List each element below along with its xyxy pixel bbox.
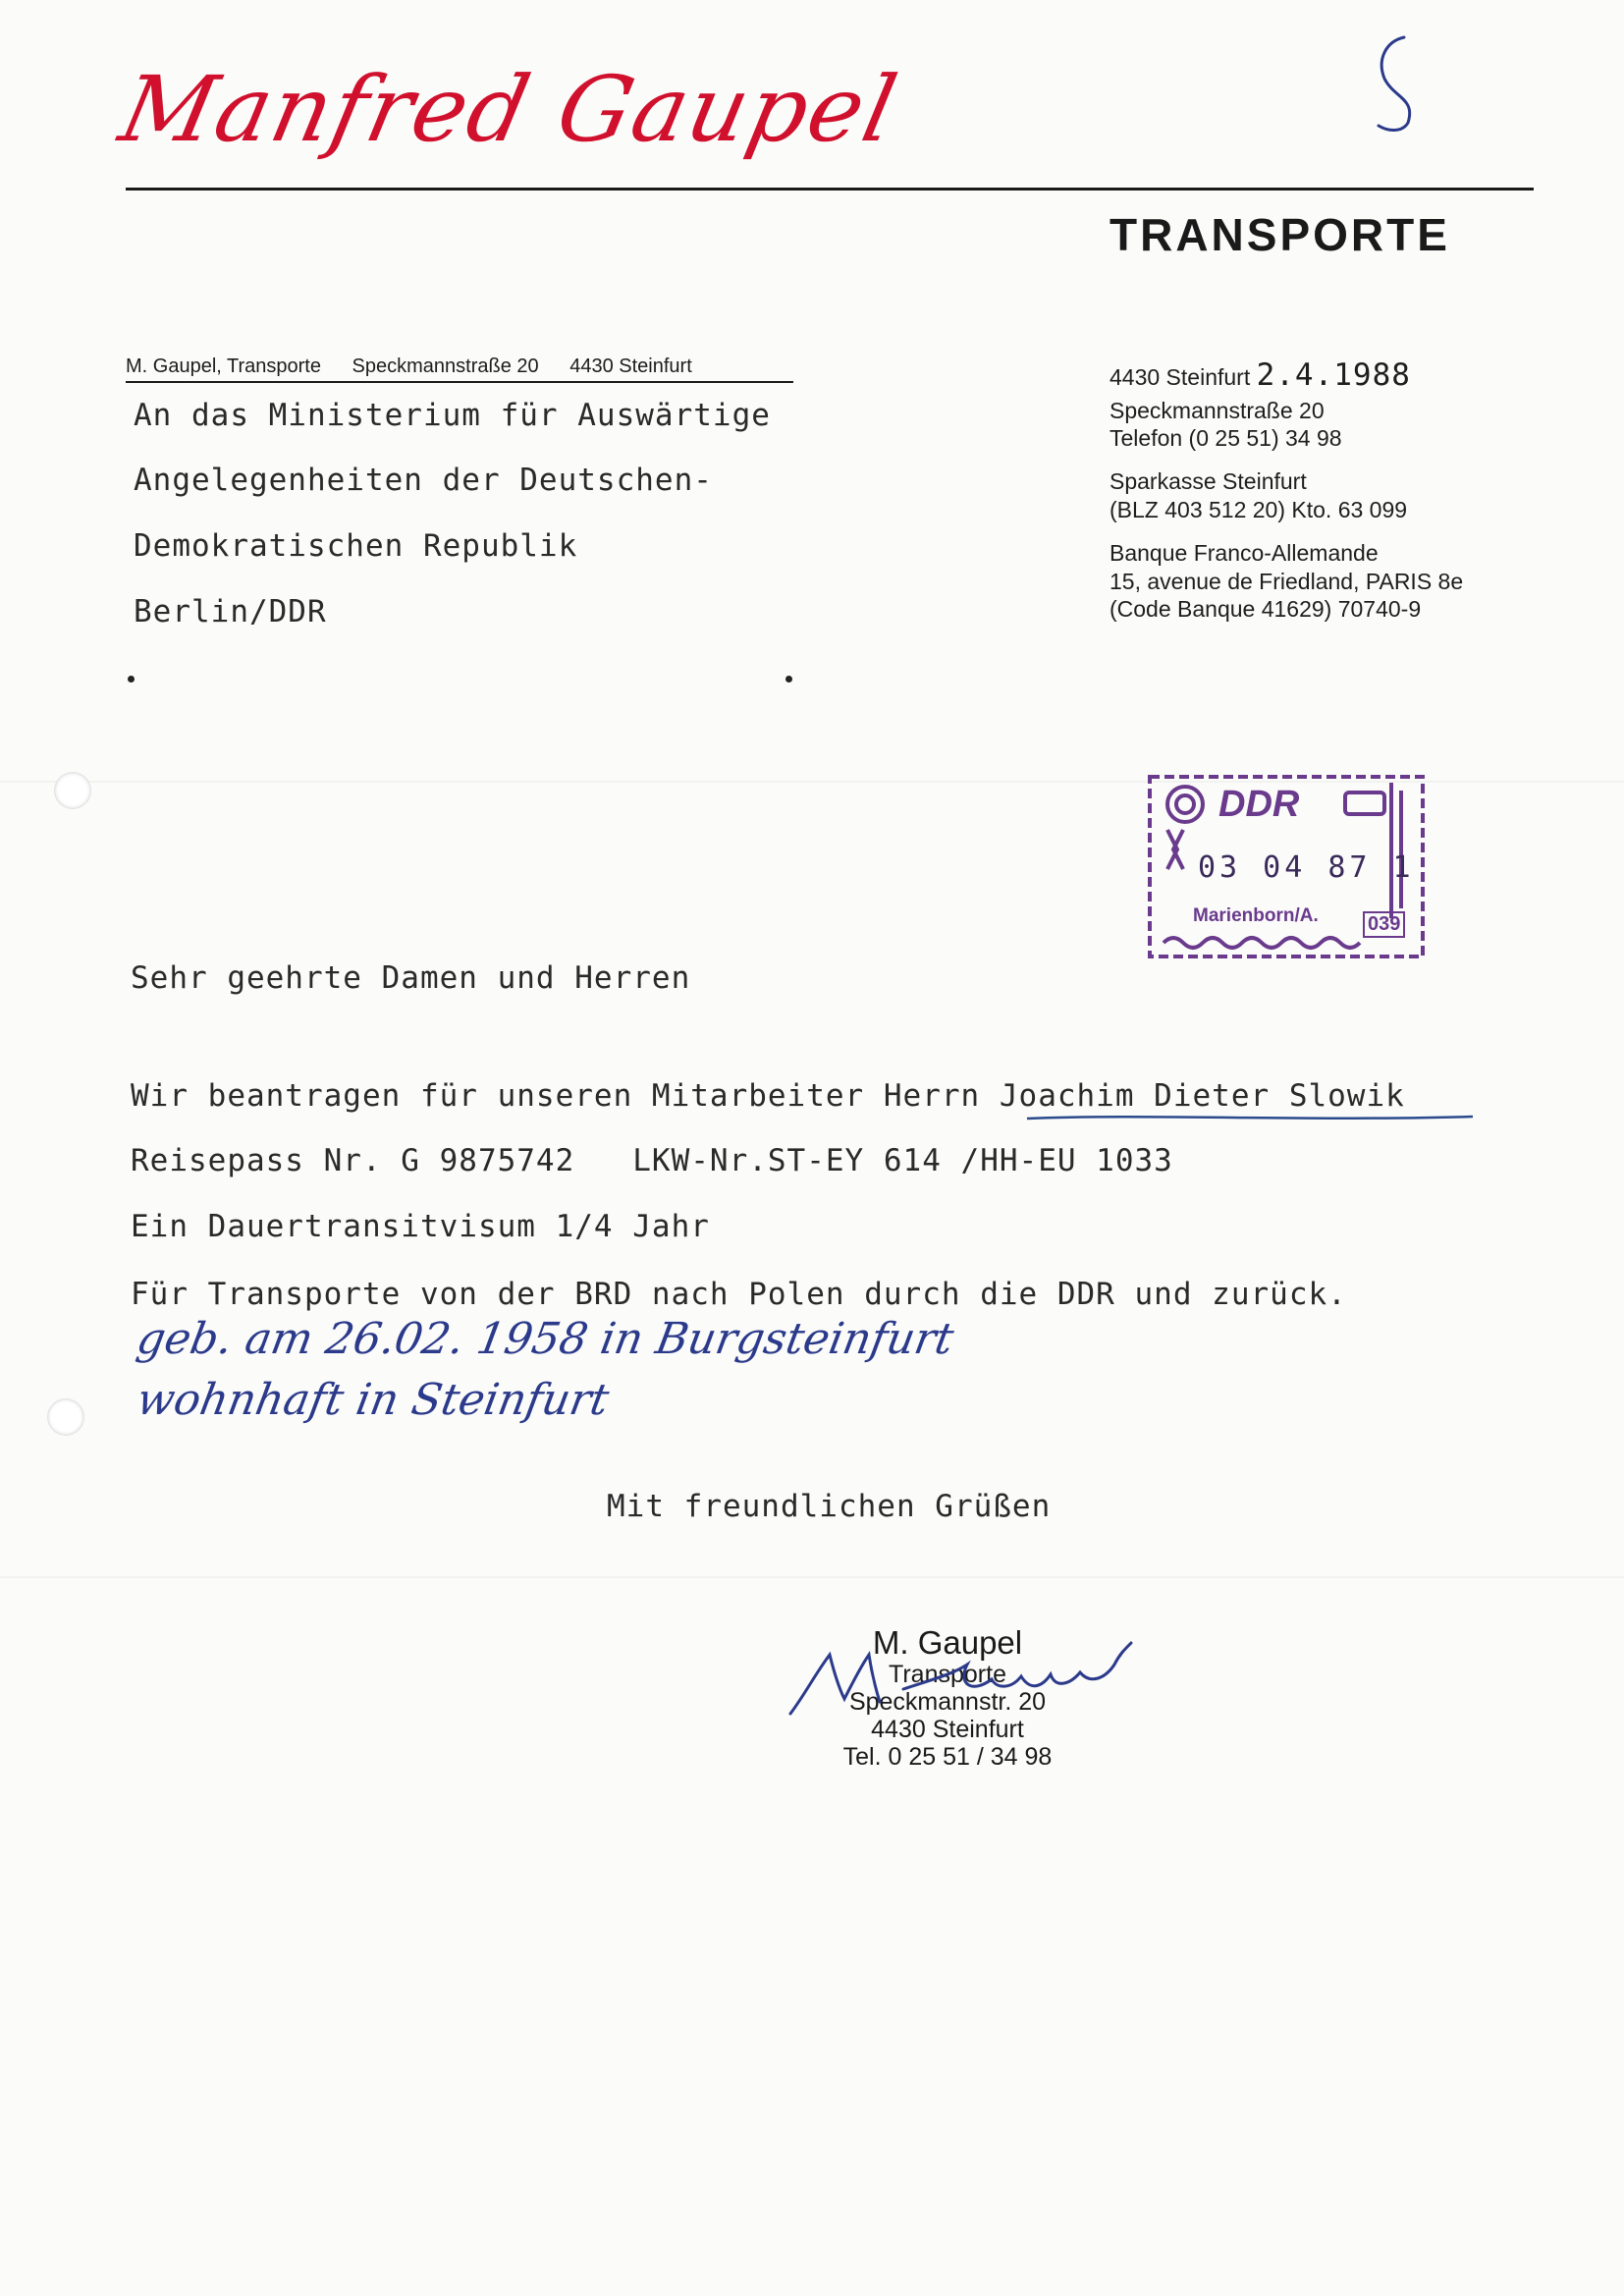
stamp-country: DDR xyxy=(1218,784,1300,825)
signature-stamp-line-2: Speckmannstr. 20 xyxy=(848,1688,1047,1716)
contact-place: 4430 Steinfurt xyxy=(1110,364,1251,390)
handwritten-residence-note: wohnhaft in Steinfurt xyxy=(133,1375,613,1425)
signature-stamp-name: M. Gaupel xyxy=(872,1624,1023,1661)
bank2-code: (Code Banque 41629) 70740-9 xyxy=(1110,596,1422,622)
signature-stamp-line-3: 4430 Steinfurt xyxy=(871,1716,1024,1743)
name-underline xyxy=(1025,1113,1475,1122)
stamp-emblem-inner xyxy=(1176,795,1194,813)
signature-stamp-line-1: Transporte xyxy=(889,1661,1006,1688)
header-rule xyxy=(126,188,1534,191)
contact-place-date xyxy=(1110,357,1411,393)
recipient-line-1: An das Ministerium für Auswärtige xyxy=(134,398,771,433)
recipient-line-4: Berlin/DDR xyxy=(134,594,327,629)
letterhead-department: TRANSPORTE xyxy=(1110,209,1450,260)
stamp-code: 039 xyxy=(1363,911,1405,938)
salutation: Sehr geehrte Damen und Herren xyxy=(131,960,691,996)
handwritten-birth-note: geb. am 26.02. 1958 in Burgsteinfurt xyxy=(133,1314,957,1364)
sender-return-line xyxy=(126,355,793,383)
closing-phrase: Mit freundlichen Grüßen xyxy=(607,1489,1052,1524)
stamp-emblem xyxy=(1167,787,1203,822)
signature-stamp-line-4: Tel. 0 25 51 / 34 98 xyxy=(842,1743,1053,1771)
body-line-3: Ein Dauertransitvisum 1/4 Jahr xyxy=(131,1209,710,1244)
letterhead-logo: Manfred Gaupel xyxy=(111,57,907,162)
contact-phone: Telefon (0 25 51) 34 98 xyxy=(1110,425,1342,451)
punch-hole xyxy=(47,1398,84,1436)
punch-hole xyxy=(54,772,91,809)
fold-crease xyxy=(0,1576,1624,1578)
stamp-wave-border xyxy=(1164,938,1360,948)
handwritten-signature xyxy=(785,1635,1159,1733)
body-line-1: Wir beantragen für unseren Mitarbeiter Herrn Joachim Dieter Slowik xyxy=(131,1078,1405,1114)
sender-city: 4430 Steinfurt xyxy=(569,355,692,377)
stamp-flourish xyxy=(1167,830,1183,869)
letter-date: 2.4.1988 xyxy=(1256,357,1411,393)
sender-company: M. Gaupel, Transporte xyxy=(126,355,321,377)
typewriter-dot xyxy=(128,676,135,683)
body-line-4: Für Transporte von der BRD nach Polen durch die DDR und zurück. xyxy=(131,1277,1347,1312)
page-number-mark xyxy=(1367,29,1426,137)
stamp-number: 03 04 87 1 xyxy=(1198,850,1415,885)
stamp-place: Marienborn/A. xyxy=(1193,905,1319,926)
stamp-truck-icon xyxy=(1345,793,1384,814)
bank2-name: Banque Franco-Allemande xyxy=(1110,540,1379,566)
recipient-line-2: Angelegenheiten der Deutschen- xyxy=(134,463,713,498)
body-line-2: Reisepass Nr. G 9875742 LKW-Nr.ST-EY 614 /HH-EU 1033 xyxy=(131,1143,1173,1178)
typewriter-dot xyxy=(785,676,792,683)
bank1-name: Sparkasse Steinfurt xyxy=(1110,468,1307,494)
contact-street: Speckmannstraße 20 xyxy=(1110,398,1325,423)
recipient-line-3: Demokratischen Republik xyxy=(134,528,578,564)
sender-street: Speckmannstraße 20 xyxy=(352,355,539,377)
bank2-address: 15, avenue de Friedland, PARIS 8e xyxy=(1110,569,1464,594)
bank1-details: (BLZ 403 512 20) Kto. 63 099 xyxy=(1110,497,1408,522)
